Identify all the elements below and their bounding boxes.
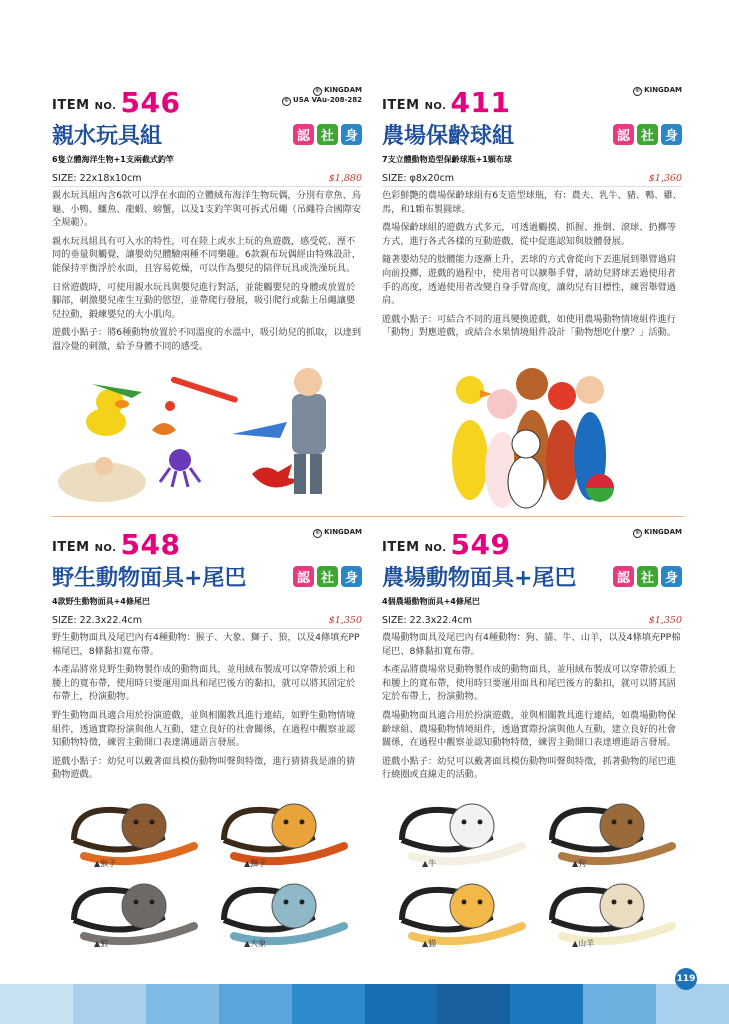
color-block bbox=[656, 984, 729, 1024]
color-block bbox=[73, 984, 146, 1024]
animal-eye bbox=[462, 900, 467, 905]
product-549 bbox=[382, 528, 682, 782]
badge-physical: 身 bbox=[661, 124, 682, 145]
badge-group bbox=[613, 124, 682, 145]
mask-with-tail bbox=[64, 880, 204, 958]
brand-logo: © KINGDAM bbox=[635, 528, 682, 536]
mask-with-tail bbox=[392, 880, 532, 958]
product-title: 野生動物面具+尾巴 bbox=[52, 566, 247, 591]
color-block bbox=[0, 984, 73, 1024]
color-block bbox=[292, 984, 365, 1024]
description-paragraph: 隨著嬰幼兒的肢體能力逐漸上升，丟球的方式會從向下丟進展到舉臂過肩向前投擲，遊戲的過程中，使用者可以擴舉手臂，請幼兒將球丟過使用者手的高度，透過使用者改變自身手臂高度，讓幼兒有目標性，練習舉臂過肩。 bbox=[382, 254, 676, 307]
size-text: SIZE: 22.3x22.4cm bbox=[52, 615, 142, 626]
color-block bbox=[365, 984, 438, 1024]
mask-caption: ▲猴子 bbox=[94, 859, 117, 868]
description-paragraph: 親水玩具組內含6款可以浮在水面的立體絨布海洋生物玩偶，分別有章魚、烏龜、小鴨、鱷魚、龍蝦、螃蟹，以及1支釣竿與可拆式吊繩（吊繩符合國際安全規範）。 bbox=[52, 190, 362, 229]
color-block bbox=[583, 984, 656, 1024]
badge-cognitive: 認 bbox=[293, 124, 314, 145]
size-text: SIZE: 22.3x22.4cm bbox=[382, 615, 472, 626]
badge-cognitive: 認 bbox=[613, 566, 634, 587]
item-number: ITEM NO. 548 bbox=[52, 528, 181, 561]
animal-eye bbox=[462, 820, 467, 825]
description-paragraph: 日常遊戲時，可使用親水玩具與嬰兒進行對話，並能觸嬰兒的身體或放置於腳部，刺激嬰兒產生互動的慾望，並帶爬行發展，吸引爬行或黏上吊繩讓嬰兒拉動，鍛練嬰兒的大小肌肉。 bbox=[52, 281, 356, 320]
mask-caption: ▲山羊 bbox=[572, 939, 595, 948]
bowling-set-photo bbox=[440, 360, 620, 510]
size-price-line bbox=[382, 615, 682, 629]
mask-with-tail bbox=[542, 800, 682, 878]
description-paragraph: 農場保齡球組的遊戲方式多元，可透過觸摸、抓握、推倒、滾球、扔擲等方式，進行各式各樣的互動遊戲，從中促進認知與肢體發展。 bbox=[382, 222, 676, 247]
description-paragraph: 遊戲小點子：幼兒可以戴著面具模仿動物叫聲與特徵，抓著動物的尾巴進行繞圈或直線走的活動。 bbox=[382, 755, 676, 781]
mask-with-tail bbox=[392, 800, 532, 878]
product-subtitle: 7支立體動物造型保齡球瓶+1顆布球 bbox=[382, 155, 512, 164]
animal-eye bbox=[134, 900, 139, 905]
mask-caption: ▲大象 bbox=[244, 939, 267, 948]
item-number: ITEM NO. 546 bbox=[52, 86, 181, 119]
animal-face bbox=[450, 884, 494, 928]
badge-cognitive: 認 bbox=[613, 124, 634, 145]
animal-face bbox=[272, 884, 316, 928]
mask-caption: ▲貓 bbox=[422, 939, 437, 948]
animal-eye bbox=[134, 820, 139, 825]
animal-eye bbox=[300, 900, 305, 905]
badge-social: 社 bbox=[637, 566, 658, 587]
price: $1,350 bbox=[648, 615, 682, 626]
product-title: 農場動物面具+尾巴 bbox=[382, 566, 577, 591]
wild-animal-masks bbox=[64, 800, 354, 960]
badge-group bbox=[293, 124, 362, 145]
color-block bbox=[437, 984, 510, 1024]
animal-eye bbox=[284, 820, 289, 825]
color-block bbox=[510, 984, 583, 1024]
mask-with-tail bbox=[214, 880, 354, 958]
size-text: SIZE: φ8x20cm bbox=[382, 173, 455, 184]
section-divider bbox=[52, 516, 684, 517]
description-paragraph: 遊戲小點子：幼兒可以戴著面具模仿動物叫聲與特徵，進行猜猜我是誰的猜動物遊戲。 bbox=[52, 755, 356, 781]
badge-group bbox=[613, 566, 682, 587]
description-paragraph: 農場動物面具適合用於扮演遊戲，並與相關教具進行連結，如農場動物保齡球組、農場動物情境組件，透過實際扮演與他人互動，建立良好的社會關係，在過程中觀察並認知動物特徵，練習主動開口表達增進語言發展。 bbox=[382, 709, 676, 749]
farm-animal-masks bbox=[392, 800, 682, 960]
product-548 bbox=[52, 528, 362, 782]
size-price-line bbox=[52, 615, 362, 629]
size-price-line bbox=[382, 173, 682, 187]
color-block bbox=[146, 984, 219, 1024]
badge-social: 社 bbox=[317, 566, 338, 587]
animal-eye bbox=[478, 820, 483, 825]
price: $1,350 bbox=[328, 615, 362, 626]
product-title: 農場保齡球組 bbox=[382, 124, 515, 149]
description-paragraph: 野生動物面具適合用於扮演遊戲，並與相關教具進行連結，如野生動物情境組件，透過實際扮演與他人互動，建立良好的社會關係，在過程中觀察並認知動物特徵，練習主動開口表達溝通語言發展。 bbox=[52, 709, 356, 749]
water-toys-photo bbox=[52, 364, 364, 510]
description-paragraph: 野生動物面具及尾巴內有4種動物：猴子、大象、獅子、狼，以及4條填充PP棉尾巴，8條黏扣寬布帶。 bbox=[52, 632, 360, 657]
product-411 bbox=[382, 86, 682, 340]
description-paragraph: 本產品將常見野生動物製作成的動物面具，並用絨布製成可以穿帶於頭上和腰上的寬布帶，使用時只要運用面具和尾巴後方的黏扣，就可以將其固定於布帶上，扮演動物。 bbox=[52, 664, 356, 703]
color-block bbox=[219, 984, 292, 1024]
description-paragraph: 遊戲小點子：可結合不同的道具變換遊戲，如使用農場動物情境組件進行「動物」對應遊戲，或結合水果情境組件設計「動物想吃什麼？」活動。 bbox=[382, 313, 676, 339]
badge-group bbox=[293, 566, 362, 587]
description-paragraph: 親水玩具組具有可入水的特性，可在陸上或水上玩的魚遊戲，感受乾、溼不同的垂量與觸覺，讓嬰幼兒體驗兩種不同樂趣。6款親布玩偶經由特殊設計，能保持平衡浮於水面，且容易乾燥，可以作為嬰兒的陪伴玩具或洗澡玩具。 bbox=[52, 235, 362, 274]
animal-eye bbox=[300, 820, 305, 825]
animal-eye bbox=[628, 900, 633, 905]
animal-eye bbox=[150, 900, 155, 905]
badge-physical: 身 bbox=[341, 124, 362, 145]
badge-social: 社 bbox=[637, 124, 658, 145]
mask-caption: ▲狼 bbox=[94, 939, 109, 948]
product-subtitle: 6隻立體海洋生物+1支兩截式釣竿 bbox=[52, 155, 174, 164]
animal-eye bbox=[478, 900, 483, 905]
price: $1,880 bbox=[328, 173, 362, 184]
animal-face bbox=[600, 804, 644, 848]
brand-logo: © KINGDAM bbox=[315, 528, 362, 536]
animal-eye bbox=[612, 900, 617, 905]
animal-eye bbox=[628, 820, 633, 825]
animal-face bbox=[122, 884, 166, 928]
badge-physical: 身 bbox=[661, 566, 682, 587]
badge-social: 社 bbox=[317, 124, 338, 145]
animal-eye bbox=[612, 820, 617, 825]
brand-logo: © KINGDAM bbox=[635, 86, 682, 94]
description-paragraph: 本產品將農場常見動物製作成的動物面具，並用絨布製成可以穿帶於頭上和腰上的寬布帶，使用時只要運用面具和尾巴後方的黏扣，就可以將其固定於布帶上，扮演動物。 bbox=[382, 664, 676, 703]
product-subtitle: 4個農場動物面具+4條尾巴 bbox=[382, 597, 480, 606]
mask-caption: ▲牛 bbox=[422, 859, 437, 868]
mask-caption: ▲獅子 bbox=[244, 859, 267, 868]
description-paragraph: 色彩鮮艷的農場保齡球組有6支造型球瓶，有：農夫、乳牛、豬、鴨、雞、馬，和1顆布製圓球。 bbox=[382, 190, 682, 215]
bottom-color-bar bbox=[0, 984, 729, 1024]
badge-cognitive: 認 bbox=[293, 566, 314, 587]
mask-with-tail bbox=[214, 800, 354, 878]
animal-face bbox=[450, 804, 494, 848]
animal-face bbox=[122, 804, 166, 848]
animal-face bbox=[272, 804, 316, 848]
item-number: ITEM NO. 549 bbox=[382, 528, 511, 561]
brand-logo: © KINGDAM © USA VAu-208-282 bbox=[284, 86, 362, 104]
badge-physical: 身 bbox=[341, 566, 362, 587]
product-title: 親水玩具組 bbox=[52, 124, 163, 149]
size-text: SIZE: 22x18x10cm bbox=[52, 173, 142, 184]
animal-eye bbox=[284, 900, 289, 905]
mask-caption: ▲狗 bbox=[572, 859, 587, 868]
mask-with-tail bbox=[542, 880, 682, 958]
page-number: 119 bbox=[675, 968, 697, 990]
item-number: ITEM NO. 411 bbox=[382, 86, 511, 119]
animal-face bbox=[600, 884, 644, 928]
animal-eye bbox=[150, 820, 155, 825]
mask-with-tail bbox=[64, 800, 204, 878]
description-paragraph: 遊戲小點子：將6種動物放置於不同溫度的水溫中，吸引幼兒的抓取，以達到溫冷覺的刺激，給予身體不同的感受。 bbox=[52, 327, 362, 352]
product-subtitle: 4款野生動物面具+4條尾巴 bbox=[52, 597, 150, 606]
size-price-line bbox=[52, 173, 362, 187]
description-paragraph: 農場動物面具及尾巴內有4種動物：狗、貓、牛、山羊，以及4條填充PP棉尾巴、8條黏扣寬布帶。 bbox=[382, 632, 681, 657]
product-546 bbox=[52, 86, 362, 354]
price: $1,360 bbox=[648, 173, 682, 184]
